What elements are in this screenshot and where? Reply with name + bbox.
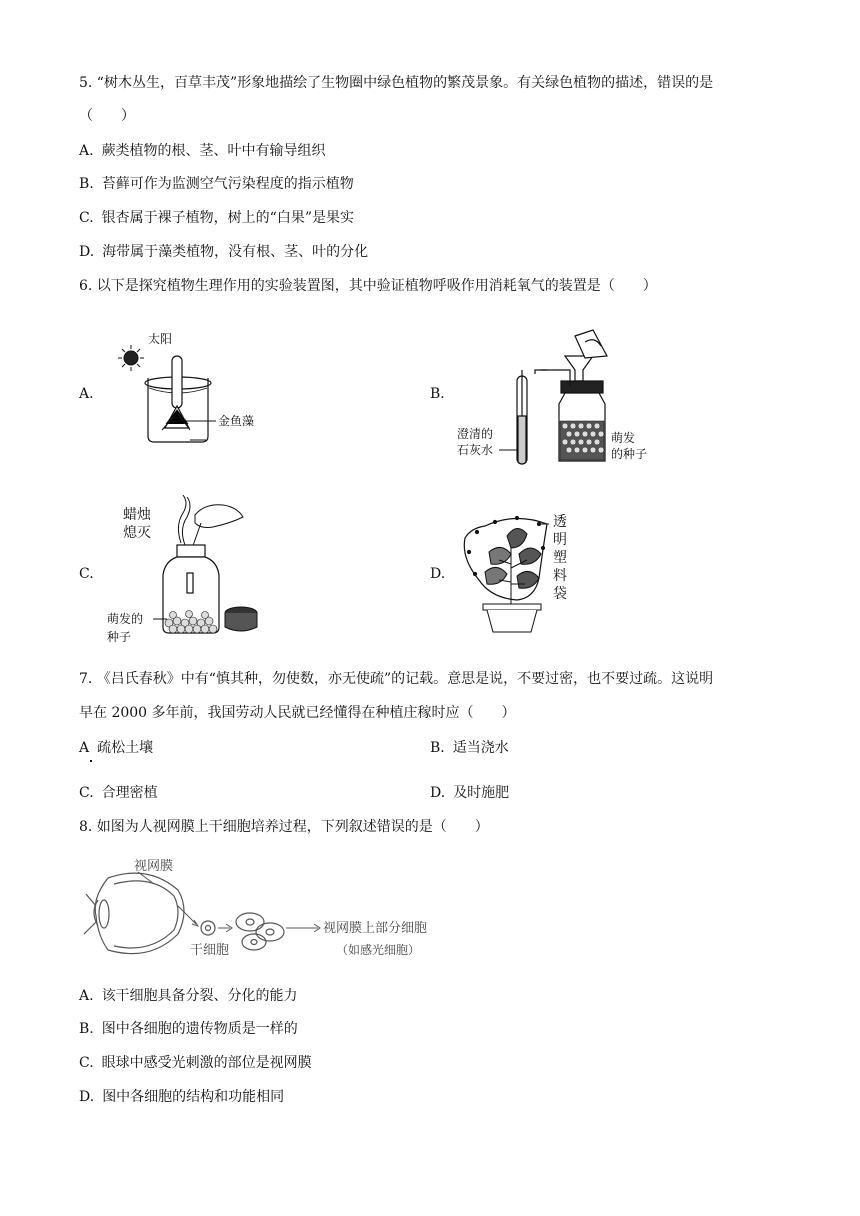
option-text: 眼球中感受光刺激的部位是视网膜 (101, 1055, 312, 1071)
option-letter: D. (430, 785, 446, 801)
q7-stem-line1: 7. 《吕氏春秋》中有“慎其种，勿使数，亦无使疏”的记载。意思是说，不要过密，也不要过疏。这说明 (79, 671, 714, 687)
option-text: 银杏属于裸子植物，树上的“白果”是果实 (101, 210, 354, 226)
option-letter: C. (79, 210, 94, 226)
q8-figure (78, 850, 468, 968)
option-text: 疏松土壤 (97, 740, 154, 756)
q8-option-d (79, 1087, 284, 1107)
option-text: 适当浇水 (452, 740, 509, 756)
option-letter: D. (79, 244, 95, 260)
seeds-icon (560, 421, 604, 460)
q6-figure-c (105, 495, 285, 647)
q5-option-c (79, 208, 354, 228)
q5-option-b (79, 174, 354, 194)
stem-cell-icon (201, 921, 215, 935)
sun-icon (118, 345, 144, 371)
option-letter: B. (79, 1021, 94, 1037)
waterweed-label: 金鱼藻 (218, 414, 255, 428)
option-text: 苔藓可作为监测空气污染程度的指示植物 (101, 176, 354, 192)
limewater-label-2: 石灰水 (457, 443, 494, 457)
q6-option-b-letter: B. (430, 386, 445, 402)
q5-stem-line2: （ ） (79, 108, 135, 124)
q7-option-c (79, 783, 158, 803)
candle-label-2: 熄灭 (123, 525, 151, 541)
potted-plant-icon (483, 528, 541, 632)
q8-stem: 8. 如图为人视网膜上干细胞培养过程，下列叙述错误的是（ ） (79, 819, 489, 835)
candle-label-1: 蜡烛 (123, 507, 151, 523)
q7-stem-line2: 早在 2000 多年前，我国劳动人民就已经懂得在种植庄稼时应（ ） (79, 705, 516, 721)
q6-stem: 6. 以下是探究植物生理作用的实验装置图，其中验证植物呼吸作用消耗氧气的装置是（ ） (79, 278, 657, 294)
sun-label: 太阳 (148, 332, 173, 346)
option-letter: B. (79, 176, 94, 192)
lid-icon (225, 607, 257, 631)
option-text: 海带属于藻类植物，没有根、茎、叶的分化 (102, 244, 369, 260)
option-text: 合理密植 (101, 785, 158, 801)
q5-stem-line1: 5. “树木丛生，百草丰茂”形象地描绘了生物圈中绿色植物的繁茂景象。有关绿色植物的描述，错误的是 (79, 75, 714, 91)
option-letter: C. (79, 785, 94, 801)
c-seeds-label-2: 种子 (107, 630, 132, 644)
option-text: 及时施肥 (453, 785, 510, 801)
c-seeds-label-1: 萌发的 (107, 612, 144, 626)
q6-figure-d (455, 508, 595, 638)
smoke-icon (178, 495, 190, 545)
q8-option-c (79, 1053, 312, 1073)
option-letter: B. (430, 740, 445, 756)
bag-label-char-1: 透 (553, 514, 567, 530)
q8-option-a (79, 986, 298, 1006)
seeds-label-2: 的种子 (611, 447, 648, 461)
option-letter: D. (79, 1089, 95, 1105)
stray-dot (90, 760, 92, 762)
result-label-2: （如感光细胞） (336, 943, 421, 957)
q6-figure-b (455, 326, 655, 471)
retina-label: 视网膜 (134, 859, 174, 874)
bag-label-char-4: 料 (553, 568, 567, 584)
option-text: 该干细胞具备分裂、分化的能力 (101, 988, 298, 1004)
q8-option-b (79, 1019, 298, 1039)
q7-option-b (430, 738, 509, 758)
option-letter: A. (79, 988, 94, 1004)
stem-cell-label: 干细胞 (190, 943, 230, 958)
q7-option-d (430, 783, 509, 803)
result-label-1: 视网膜上部分细胞 (323, 921, 428, 936)
option-text: 蕨类植物的根、茎、叶中有输导组织 (101, 143, 326, 159)
option-text: 图中各细胞的结构和功能相同 (102, 1089, 285, 1105)
option-letter: A. (79, 143, 94, 159)
seeds-label-1: 萌发 (611, 431, 636, 445)
q5-option-a (79, 141, 326, 161)
q6-option-d-letter: D. (430, 566, 446, 582)
bag-label-char-5: 袋 (553, 586, 567, 602)
funnel-icon (565, 330, 607, 381)
option-text: 图中各细胞的遗传物质是一样的 (101, 1021, 298, 1037)
eyeball-icon (84, 873, 184, 954)
q6-option-c-letter: C. (79, 566, 94, 582)
q7-option-a (79, 738, 153, 758)
q6-option-a-letter: A. (79, 386, 94, 402)
dividing-cells-icon (236, 913, 284, 950)
option-letter: C. (79, 1055, 94, 1071)
option-letter: A (79, 740, 90, 756)
q5-option-d (79, 242, 368, 262)
limewater-label-1: 澄清的 (457, 427, 494, 441)
q6-figure-a (110, 326, 290, 446)
bag-label-char-3: 塑 (553, 550, 567, 566)
bag-label-char-2: 明 (553, 532, 567, 548)
